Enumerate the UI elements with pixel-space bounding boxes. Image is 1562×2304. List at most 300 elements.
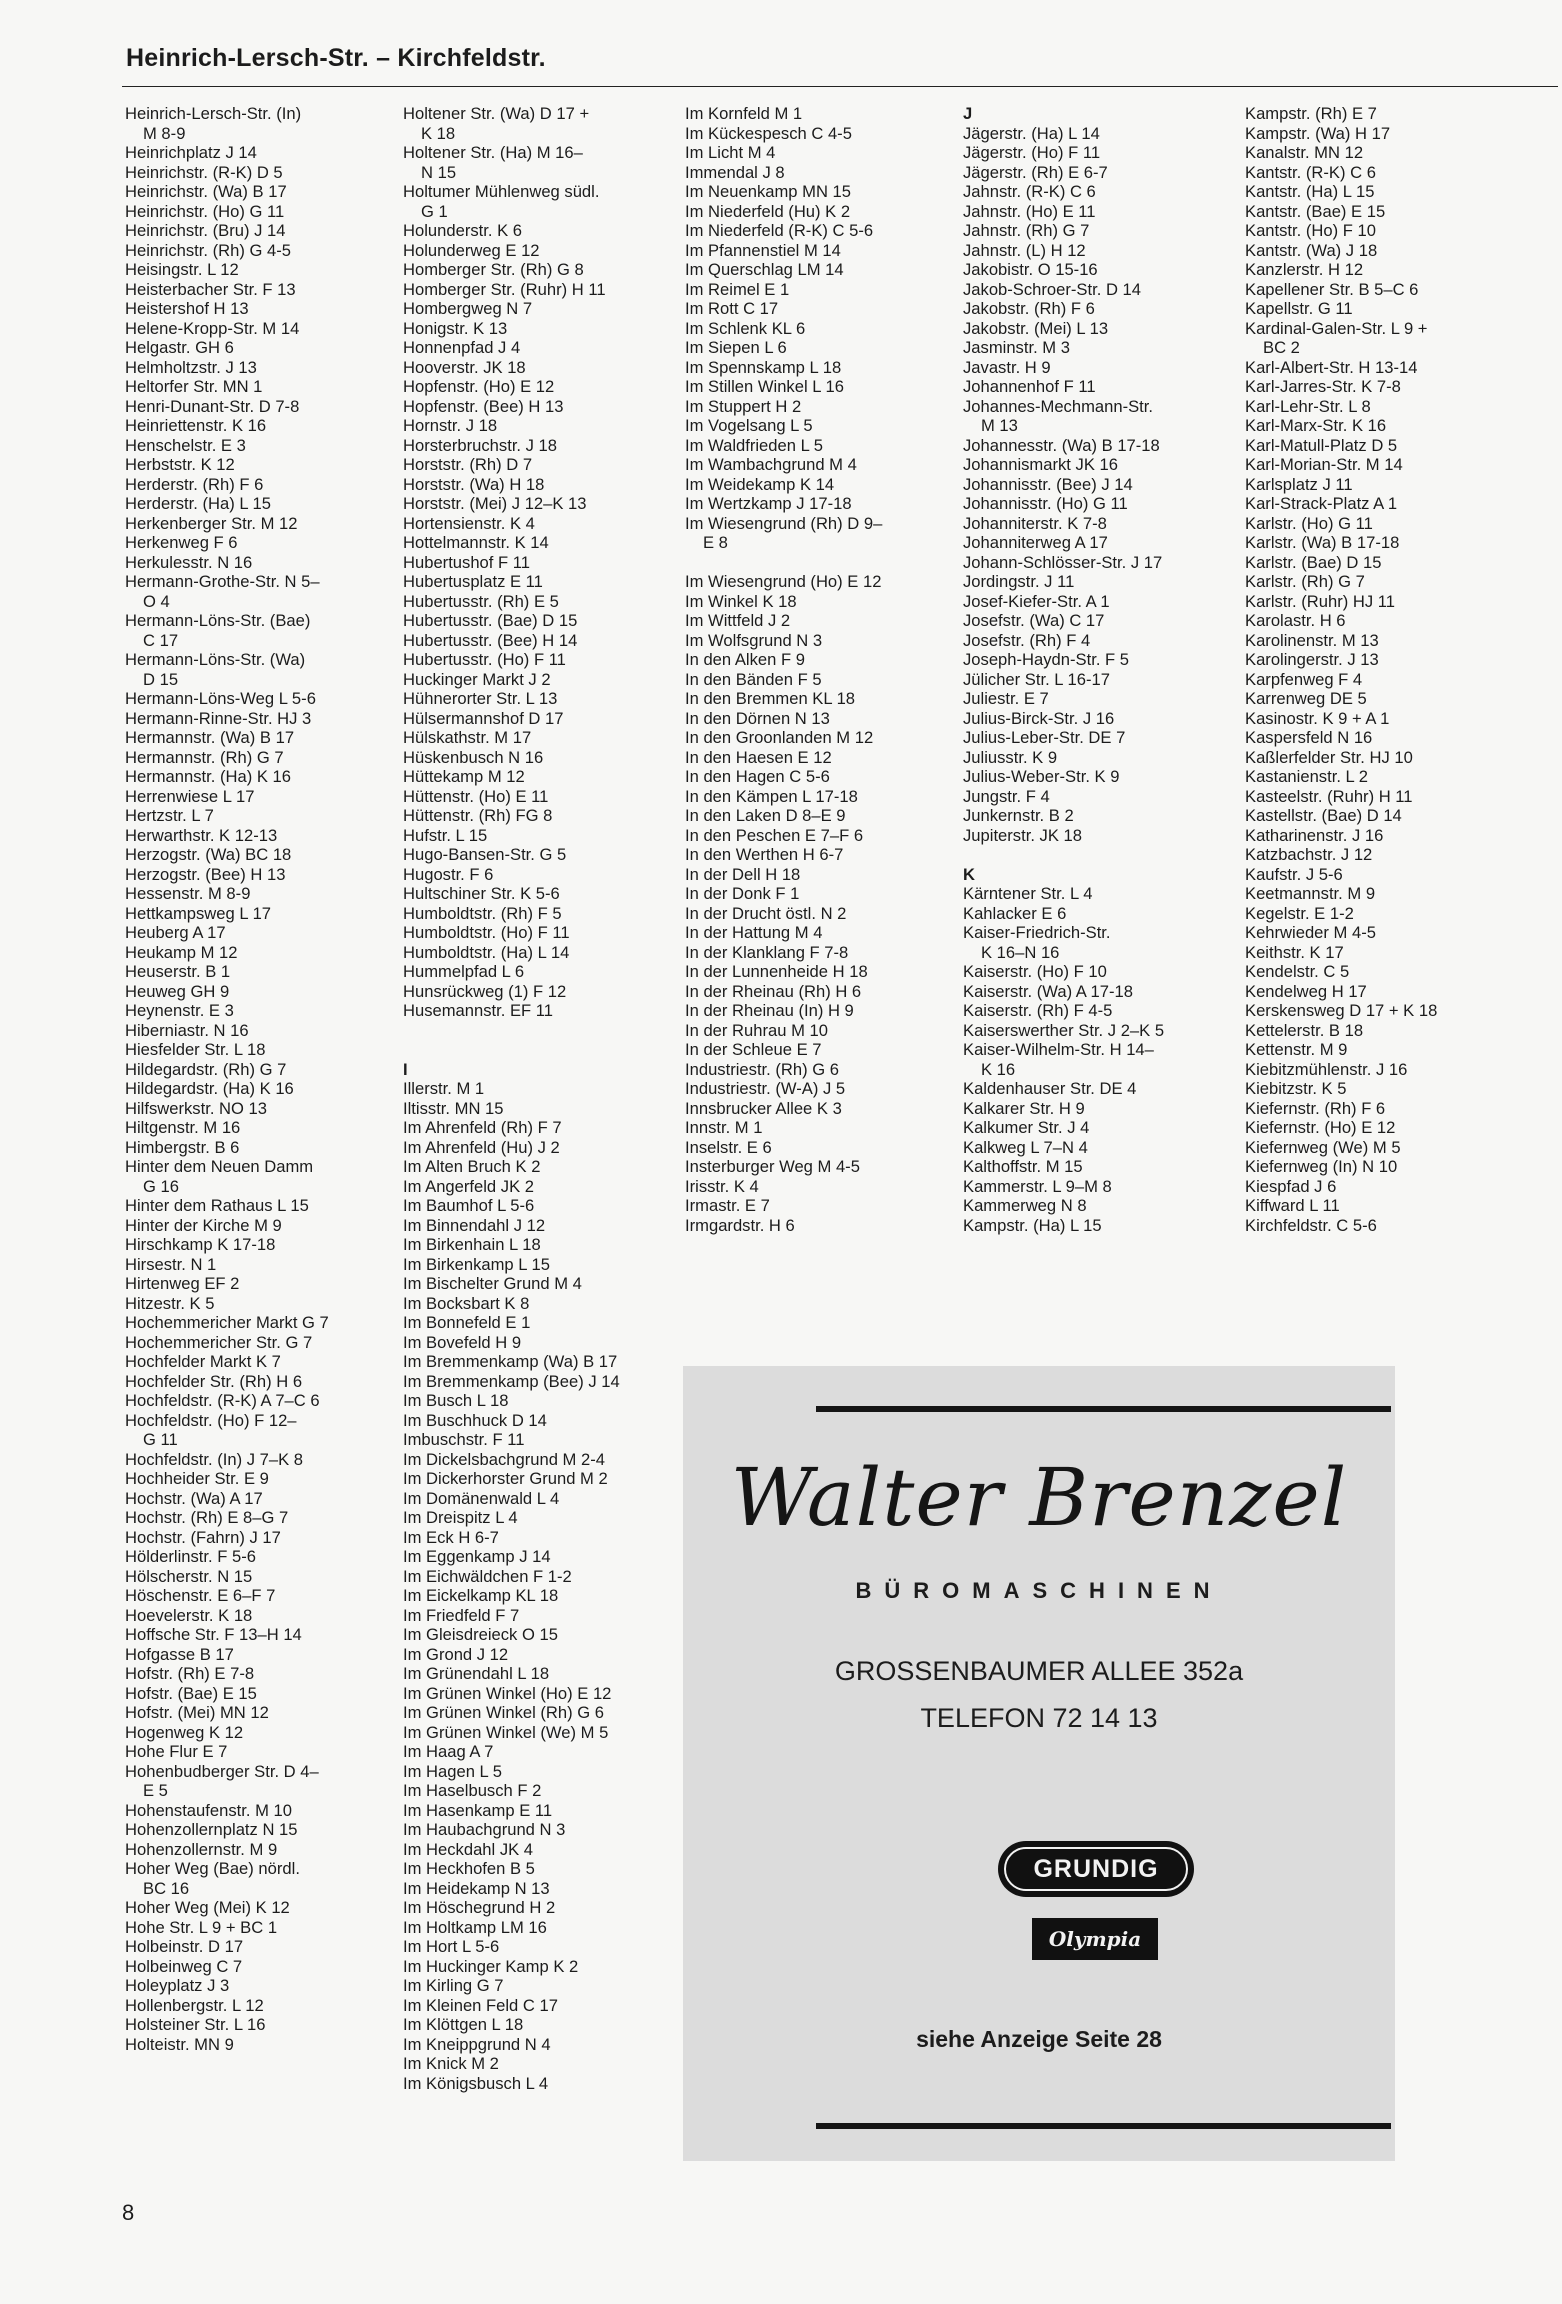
- street-entry: Hohenzollernplatz N 15: [125, 1820, 298, 1839]
- street-entry: Kapellstr. G 11: [1245, 299, 1353, 318]
- street-entry: Kärntener Str. L 4: [963, 884, 1093, 903]
- street-column-3: [685, 104, 882, 1235]
- street-entry: Holtumer Mühlenweg südl.: [403, 182, 600, 201]
- street-entry: Hülsermannshof D 17: [403, 708, 564, 728]
- street-entry: Hofstr. (Rh) E 7-8: [125, 1664, 255, 1683]
- street-entry: Karlstr. (Wa) B 17-18: [1245, 533, 1400, 552]
- street-entry: Kapellener Str. B 5–C 6: [1245, 279, 1419, 299]
- street-entry: Hettkampsweg L 17: [125, 903, 272, 923]
- street-entry: Im Bischelter Grund M 4: [403, 1274, 582, 1293]
- street-entry: Kerskensweg D 17 + K 18: [1245, 1001, 1438, 1020]
- street-entry: Johannes-Mechmann-Str.: [963, 396, 1154, 416]
- street-entry: Im Birkenhain L 18: [403, 1235, 541, 1254]
- street-entry: Im Grünen Winkel (Rh) G 6: [403, 1703, 605, 1722]
- street-entry: Hopfenstr. (Bee) H 13: [403, 396, 564, 416]
- street-entry-continuation: N 15: [421, 162, 457, 182]
- street-entry: In den Bänden F 5: [685, 669, 822, 689]
- street-entry: Junkernstr. B 2: [963, 806, 1074, 825]
- advertisement: [683, 1366, 1395, 2161]
- street-column-2: [403, 104, 620, 2093]
- street-entry: Horststr. (Wa) H 18: [403, 474, 545, 494]
- street-entry: Kiebitzstr. K 5: [1245, 1079, 1347, 1098]
- street-entry: Im Licht M 4: [685, 143, 776, 162]
- street-entry: In der Drucht östl. N 2: [685, 903, 847, 923]
- street-entry: Helene-Kropp-Str. M 14: [125, 318, 300, 338]
- street-entry: Irisstr. K 4: [685, 1176, 759, 1196]
- street-entry: Im Angerfeld JK 2: [403, 1176, 534, 1196]
- street-entry: Heisingstr. L 12: [125, 260, 239, 279]
- street-entry: Juliusstr. K 9: [963, 747, 1058, 767]
- street-entry-continuation: E 8: [703, 533, 728, 552]
- street-entry: Hirtenweg EF 2: [125, 1274, 240, 1293]
- street-entry: Im Holtkamp LM 16: [403, 1917, 547, 1937]
- street-entry-continuation: C 17: [143, 630, 179, 650]
- street-entry: Herderstr. (Ha) L 15: [125, 494, 272, 513]
- street-entry-continuation: BC 2: [1263, 338, 1300, 357]
- street-entry: Industriestr. (W-A) J 5: [685, 1079, 846, 1098]
- street-entry: Im Friedfeld F 7: [403, 1605, 520, 1625]
- street-entry: Hirsestr. N 1: [125, 1254, 217, 1274]
- street-entry: Karl-Strack-Platz A 1: [1245, 494, 1398, 513]
- street-entry: Karl-Marx-Str. K 16: [1245, 416, 1387, 435]
- street-entry: Im Hort L 5-6: [403, 1937, 500, 1956]
- street-entry: Johannisstr. (Ho) G 11: [963, 494, 1128, 513]
- street-entry: Hermannstr. (Rh) G 7: [125, 747, 284, 767]
- street-entry: Im Wolfsgrund N 3: [685, 630, 823, 650]
- street-entry: Hüttekamp M 12: [403, 767, 525, 786]
- street-entry: Jülicher Str. L 16-17: [963, 669, 1110, 689]
- street-entry: Kantstr. (Wa) J 18: [1245, 240, 1378, 260]
- street-entry: Hüttenstr. (Rh) FG 8: [403, 806, 553, 825]
- street-entry: Karlstr. (Ruhr) HJ 11: [1245, 591, 1395, 611]
- street-entry: Im Grünen Winkel (Ho) E 12: [403, 1683, 612, 1703]
- street-entry: Im Wiesengrund (Ho) E 12: [685, 572, 882, 591]
- page-title: Heinrich-Lersch-Str. – Kirchfeldstr.: [126, 44, 546, 72]
- street-entry: Herderstr. (Rh) F 6: [125, 474, 264, 494]
- street-entry: Im Dickelsbachgrund M 2-4: [403, 1449, 605, 1469]
- street-entry: Im Eichwäldchen F 1-2: [403, 1566, 572, 1586]
- street-entry: In der Hattung M 4: [685, 923, 823, 942]
- street-entry: Hochfelder Markt K 7: [125, 1352, 281, 1371]
- street-entry: In den Laken D 8–E 9: [685, 806, 846, 825]
- street-entry: Karl-Morian-Str. M 14: [1245, 455, 1403, 474]
- street-entry: Hermannstr. (Ha) K 16: [125, 767, 291, 786]
- street-entry: Im Heckdahl JK 4: [403, 1839, 534, 1859]
- street-entry: Hofstr. (Mei) MN 12: [125, 1703, 269, 1722]
- street-entry: Kettenstr. M 9: [1245, 1040, 1348, 1059]
- street-entry: Hofstr. (Bae) E 15: [125, 1683, 257, 1703]
- street-entry: Juliestr. E 7: [963, 689, 1049, 708]
- street-entry: Im Haubachgrund N 3: [403, 1820, 566, 1839]
- street-entry: Jägerstr. (Ha) L 14: [963, 123, 1100, 143]
- street-entry: Hermann-Grothe-Str. N 5–: [125, 572, 320, 591]
- street-entry: Hermannstr. (Wa) B 17: [125, 728, 295, 747]
- street-entry: Herrenwiese L 17: [125, 786, 255, 806]
- street-entry: Hooverstr. JK 18: [403, 357, 526, 377]
- street-entry: Im Busch L 18: [403, 1391, 509, 1410]
- street-entry: Karolinenstr. M 13: [1245, 630, 1379, 650]
- street-entry: Kettelerstr. B 18: [1245, 1020, 1364, 1040]
- street-entry: Im Eickelkamp KL 18: [403, 1586, 559, 1605]
- street-entry: Jasminstr. M 3: [963, 338, 1070, 357]
- street-entry: Horststr. (Rh) D 7: [403, 455, 533, 474]
- street-entry: Jahnstr. (Ho) E 11: [963, 201, 1096, 221]
- street-entry: Karlstr. (Ho) G 11: [1245, 513, 1373, 533]
- street-entry: Keithstr. K 17: [1245, 942, 1344, 962]
- street-entry: Karl-Matull-Platz D 5: [1245, 435, 1398, 455]
- street-entry: Kampstr. (Ha) L 15: [963, 1215, 1102, 1235]
- street-entry: Illerstr. M 1: [403, 1079, 485, 1098]
- street-entry: Im Stuppert H 2: [685, 396, 802, 416]
- street-entry: Karolastr. H 6: [1245, 611, 1346, 630]
- street-entry: Im Knick M 2: [403, 2054, 499, 2073]
- ad-company-name: Walter Brenzel: [730, 1451, 1348, 1544]
- street-entry: In den Haesen E 12: [685, 747, 832, 767]
- street-entry: Im Heidekamp N 13: [403, 1878, 550, 1898]
- street-entry: Im Querschlag LM 14: [685, 260, 844, 279]
- street-entry-continuation: K 16: [981, 1059, 1016, 1079]
- street-entry: Hollenbergstr. L 12: [125, 1995, 264, 2015]
- street-entry: Johannenhof F 11: [963, 377, 1096, 396]
- ad-page-reference: siehe Anzeige Seite 28: [916, 2026, 1162, 2052]
- street-entry: Kanalstr. MN 12: [1245, 143, 1364, 162]
- street-entry: Jakobistr. O 15-16: [963, 260, 1098, 279]
- street-entry: Hunsrückweg (1) F 12: [403, 981, 567, 1001]
- street-entry: Holbeinstr. D 17: [125, 1937, 244, 1956]
- street-entry: Kardinal-Galen-Str. L 9 +: [1245, 318, 1428, 338]
- street-entry: Josefstr. (Rh) F 4: [963, 630, 1091, 650]
- street-entry: Im Domänenwald L 4: [403, 1488, 560, 1508]
- street-entry: Hölderlinstr. F 5-6: [125, 1547, 256, 1566]
- street-entry: Holunderweg E 12: [403, 240, 540, 260]
- street-entry: Hubertushof F 11: [403, 552, 530, 572]
- street-entry-continuation: D 15: [143, 669, 179, 689]
- street-entry: Hogenweg K 12: [125, 1722, 244, 1742]
- street-entry: Kampstr. (Wa) H 17: [1245, 123, 1391, 143]
- street-entry: Hiberniastr. N 16: [125, 1020, 249, 1040]
- street-entry: Kiffward L 11: [1245, 1196, 1340, 1215]
- street-entry: Kahlacker E 6: [963, 903, 1067, 923]
- street-entry: In der Donk F 1: [685, 884, 800, 903]
- street-entry: Hölscherstr. N 15: [125, 1566, 253, 1586]
- street-entry: Holsteiner Str. L 16: [125, 2015, 266, 2034]
- street-entry: Hüttenstr. (Ho) E 11: [403, 786, 549, 806]
- street-entry: Im Waldfrieden L 5: [685, 435, 824, 455]
- street-entry: Hochstr. (Fahrn) J 17: [125, 1527, 281, 1547]
- street-entry: In der Rheinau (Rh) H 6: [685, 981, 862, 1001]
- street-entry: Kaiserstr. (Ho) F 10: [963, 962, 1107, 981]
- street-entry: Kirchfeldstr. C 5-6: [1245, 1215, 1377, 1235]
- street-entry: Heuserstr. B 1: [125, 962, 231, 981]
- street-entry: Hummelpfad L 6: [403, 962, 525, 981]
- street-entry: Heinrichplatz J 14: [125, 143, 257, 162]
- street-entry: Hortensienstr. K 4: [403, 513, 535, 533]
- street-entry: Karl-Jarres-Str. K 7-8: [1245, 377, 1401, 396]
- street-entry: Im Hasenkamp E 11: [403, 1800, 553, 1820]
- street-entry: Karpfenweg F 4: [1245, 669, 1363, 689]
- street-entry: Kaiserstr. (Wa) A 17-18: [963, 981, 1133, 1001]
- street-entry: Hiesfelder Str. L 18: [125, 1040, 266, 1059]
- street-entry: Im Vogelsang L 5: [685, 416, 813, 435]
- street-entry: In den Kämpen L 17-18: [685, 786, 858, 806]
- street-entry: Jahnstr. (L) H 12: [963, 240, 1086, 260]
- street-entry: Im Schlenk KL 6: [685, 318, 806, 338]
- street-entry: Hochemmericher Markt G 7: [125, 1313, 329, 1332]
- ad-phone: TELEFON 72 14 13: [920, 1703, 1158, 1733]
- street-entry: Im Stillen Winkel L 16: [685, 377, 844, 396]
- street-entry: Hinter der Kirche M 9: [125, 1215, 282, 1235]
- street-entry: Im Bremmenkamp (Wa) B 17: [403, 1352, 618, 1371]
- section-letter: J: [963, 104, 973, 123]
- street-entry: Kalkarer Str. H 9: [963, 1098, 1085, 1118]
- street-entry: Kammerstr. L 9–M 8: [963, 1176, 1112, 1196]
- street-entry: Innsbrucker Allee K 3: [685, 1098, 842, 1118]
- street-entry: Kendelstr. C 5: [1245, 962, 1350, 981]
- street-entry: Herkenweg F 6: [125, 533, 238, 552]
- street-entry: Kaufstr. J 5-6: [1245, 864, 1343, 884]
- street-entry: Im Höschegrund H 2: [403, 1898, 556, 1917]
- street-entry: Immendal J 8: [685, 162, 785, 182]
- street-entry: Hertzstr. L 7: [125, 806, 214, 825]
- street-entry: Julius-Birck-Str. J 16: [963, 708, 1115, 728]
- street-entry: Kastellstr. (Bae) D 14: [1245, 806, 1402, 825]
- street-entry: Honnenpfad J 4: [403, 338, 521, 357]
- street-entry: Julius-Leber-Str. DE 7: [963, 728, 1126, 747]
- street-entry: Kaiser-Wilhelm-Str. H 14–: [963, 1040, 1154, 1059]
- street-entry: Hohe Str. L 9 + BC 1: [125, 1917, 278, 1937]
- street-entry: Im Bremmenkamp (Bee) J 14: [403, 1371, 620, 1391]
- street-entry: Im Reimel E 1: [685, 279, 790, 299]
- street-entry: Hugostr. F 6: [403, 864, 494, 884]
- street-entry: Im Wambachgrund M 4: [685, 455, 857, 474]
- street-entry: Im Niederfeld (R-K) C 5-6: [685, 221, 874, 240]
- page-number: 8: [122, 2200, 135, 2225]
- street-entry: Hultschiner Str. K 5-6: [403, 884, 560, 903]
- street-entry: Henri-Dunant-Str. D 7-8: [125, 396, 300, 416]
- street-entry: Irmastr. E 7: [685, 1196, 770, 1215]
- street-entry: Hubertusplatz E 11: [403, 572, 543, 591]
- street-entry: In den Werthen H 6-7: [685, 845, 844, 864]
- street-entry: Im Baumhof L 5-6: [403, 1196, 535, 1215]
- street-entry: Hornstr. J 18: [403, 416, 498, 435]
- street-entry: Hubertusstr. (Rh) E 5: [403, 591, 559, 611]
- street-entry: Kantstr. (Bae) E 15: [1245, 201, 1386, 221]
- street-entry: In der Rheinau (In) H 9: [685, 1001, 854, 1020]
- street-entry: Herzogstr. (Wa) BC 18: [125, 845, 292, 864]
- street-entry: Karlstr. (Bae) D 15: [1245, 552, 1382, 572]
- ad-address: GROSSENBAUMER ALLEE 352a: [834, 1656, 1244, 1686]
- street-entry: In der Klanklang F 7-8: [685, 942, 849, 962]
- street-entry: Iltisstr. MN 15: [403, 1098, 504, 1118]
- street-entry: Holtener Str. (Wa) D 17 +: [403, 104, 590, 123]
- street-entry: Hottelmannstr. K 14: [403, 533, 549, 552]
- street-entry: Kiefernweg (In) N 10: [1245, 1157, 1398, 1176]
- street-entry: Heinrichstr. (Rh) G 4-5: [125, 240, 291, 260]
- street-entry: In den Peschen E 7–F 6: [685, 825, 864, 845]
- street-entry: Im Buschhuck D 14: [403, 1410, 547, 1430]
- street-entry: Kiebitzmühlenstr. J 16: [1245, 1059, 1408, 1079]
- street-entry: Heuweg GH 9: [125, 981, 230, 1001]
- street-entry: Höschenstr. E 6–F 7: [125, 1586, 276, 1605]
- street-entry: Hohe Flur E 7: [125, 1742, 228, 1761]
- street-entry: Hermann-Rinne-Str. HJ 3: [125, 708, 312, 728]
- street-entry: Jupiterstr. JK 18: [963, 825, 1082, 845]
- ad-top-rule: [816, 1406, 1391, 1412]
- street-column-1: [125, 104, 329, 2054]
- street-entry: Im Niederfeld (Hu) K 2: [685, 201, 851, 221]
- street-entry: In den Bremmen KL 18: [685, 689, 856, 708]
- street-entry: Holeyplatz J 3: [125, 1976, 230, 1995]
- street-entry: Im Kleinen Feld C 17: [403, 1995, 558, 2015]
- street-entry-continuation: BC 16: [143, 1878, 190, 1898]
- street-entry: Hiltgenstr. M 16: [125, 1118, 241, 1137]
- section-letter: K: [963, 864, 975, 884]
- street-entry: Karolingerstr. J 13: [1245, 650, 1379, 669]
- spacer: [963, 845, 1164, 865]
- street-entry: Holtener Str. (Ha) M 16–: [403, 143, 583, 162]
- street-entry-continuation: M 8-9: [143, 123, 186, 143]
- street-entry: Jakob-Schroer-Str. D 14: [963, 279, 1141, 299]
- street-entry: Hopfenstr. (Ho) E 12: [403, 377, 555, 396]
- street-entry: Hubertusstr. (Ho) F 11: [403, 650, 566, 669]
- street-entry: In den Hagen C 5-6: [685, 767, 830, 786]
- street-entry: Hohenbudberger Str. D 4–: [125, 1761, 319, 1781]
- street-entry: Im Dickerhorster Grund M 2: [403, 1469, 608, 1488]
- street-entry: Kehrwieder M 4-5: [1245, 923, 1376, 942]
- street-entry: Im Haselbusch F 2: [403, 1781, 542, 1800]
- street-entry: Hubertusstr. (Bae) D 15: [403, 611, 578, 630]
- street-entry: Herzogstr. (Bee) H 13: [125, 864, 286, 884]
- street-entry: Karl-Lehr-Str. L 8: [1245, 396, 1371, 416]
- grundig-logo: [998, 1841, 1194, 1897]
- street-entry: Jakobstr. (Mei) L 13: [963, 318, 1109, 338]
- street-entry: Im Königsbusch L 4: [403, 2073, 549, 2093]
- street-entry: Johannisstr. (Bee) J 14: [963, 474, 1133, 494]
- street-entry: Kendelweg H 17: [1245, 981, 1367, 1001]
- street-entry: Im Rott C 17: [685, 299, 779, 318]
- street-entry: Im Haag A 7: [403, 1742, 494, 1761]
- street-entry: Hochfeldstr. (R-K) A 7–C 6: [125, 1391, 320, 1410]
- street-entry: Johann-Schlösser-Str. J 17: [963, 552, 1163, 572]
- street-entry-continuation: K 16–N 16: [981, 942, 1060, 962]
- street-entry: Im Ahrenfeld (Rh) F 7: [403, 1118, 562, 1137]
- street-entry: Humboldtstr. (Rh) F 5: [403, 903, 562, 923]
- street-entry: Kammerweg N 8: [963, 1196, 1087, 1215]
- street-entry: Karl-Albert-Str. H 13-14: [1245, 357, 1418, 377]
- street-entry: Hessenstr. M 8-9: [125, 884, 251, 903]
- street-entry: Helmholtzstr. J 13: [125, 357, 257, 377]
- street-entry: Kampstr. (Rh) E 7: [1245, 104, 1377, 123]
- street-entry: Hermann-Löns-Weg L 5-6: [125, 689, 316, 708]
- street-entry: Kiefernstr. (Ho) E 12: [1245, 1118, 1396, 1137]
- street-entry: Kalkumer Str. J 4: [963, 1118, 1090, 1137]
- street-entry: Kantstr. (Ho) F 10: [1245, 221, 1376, 240]
- street-entry: Im Ahrenfeld (Hu) J 2: [403, 1137, 560, 1157]
- street-entry: Jungstr. F 4: [963, 786, 1050, 806]
- street-entry: Honigstr. K 13: [403, 318, 508, 338]
- street-entry: Heukamp M 12: [125, 942, 238, 962]
- street-entry: Im Huckinger Kamp K 2: [403, 1956, 579, 1976]
- street-entry: Irmgardstr. H 6: [685, 1215, 795, 1235]
- street-entry: Im Pfannenstiel M 14: [685, 240, 841, 260]
- street-entry: Hirschkamp K 17-18: [125, 1235, 276, 1254]
- street-entry: Hühnerorter Str. L 13: [403, 689, 558, 708]
- street-entry: Imbuschstr. F 11: [403, 1430, 525, 1449]
- street-entry-continuation: K 18: [421, 123, 456, 143]
- street-entry: Hüskenbusch N 16: [403, 747, 544, 767]
- street-entry: Johanniterstr. K 7-8: [963, 513, 1107, 533]
- street-entry: Heinrichstr. (R-K) D 5: [125, 162, 283, 182]
- street-entry: Im Eggenkamp J 14: [403, 1547, 551, 1566]
- street-entry: Im Kornfeld M 1: [685, 104, 803, 123]
- street-entry: Im Binnendahl J 12: [403, 1215, 546, 1235]
- street-entry: Im Weidekamp K 14: [685, 474, 835, 494]
- street-entry: Kanzlerstr. H 12: [1245, 260, 1364, 279]
- street-entry: Heistershof H 13: [125, 299, 249, 318]
- street-entry: In den Groonlanden M 12: [685, 728, 874, 747]
- street-entry-continuation: G 16: [143, 1176, 179, 1196]
- street-entry: Im Dreispitz L 4: [403, 1508, 518, 1527]
- street-entry: Kiespfad J 6: [1245, 1176, 1337, 1196]
- street-entry: Heinrichstr. (Ho) G 11: [125, 201, 285, 221]
- street-entry: Heinrichstr. (Wa) B 17: [125, 182, 287, 201]
- street-entry: Kasinostr. K 9 + A 1: [1245, 708, 1390, 728]
- street-entry: Karlstr. (Rh) G 7: [1245, 572, 1365, 591]
- street-entry: Hochheider Str. E 9: [125, 1469, 269, 1488]
- street-entry: Im Grünen Winkel (We) M 5: [403, 1722, 609, 1742]
- street-entry: Horsterbruchstr. J 18: [403, 435, 558, 455]
- street-entry: Kaspersfeld N 16: [1245, 728, 1373, 747]
- header-rule: [122, 86, 1558, 87]
- street-entry: Im Wiesengrund (Rh) D 9–: [685, 513, 883, 533]
- street-entry: Jahnstr. (Rh) G 7: [963, 221, 1090, 240]
- street-entry: Homberger Str. (Ruhr) H 11: [403, 279, 606, 299]
- street-entry: Jakobstr. (Rh) F 6: [963, 299, 1095, 318]
- street-entry: Kegelstr. E 1-2: [1245, 903, 1354, 923]
- street-entry: Horststr. (Mei) J 12–K 13: [403, 494, 587, 513]
- street-entry: Keetmannstr. M 9: [1245, 884, 1376, 903]
- street-entry: Jägerstr. (Ho) F 11: [963, 143, 1101, 162]
- street-entry: Himbergstr. B 6: [125, 1137, 240, 1157]
- street-entry: Johanniterweg A 17: [963, 533, 1108, 552]
- spacer: [403, 1021, 620, 1041]
- street-entry: Hochfeldstr. (In) J 7–K 8: [125, 1449, 304, 1469]
- street-entry: Johannesstr. (Wa) B 17-18: [963, 435, 1160, 455]
- street-entry: Julius-Weber-Str. K 9: [963, 767, 1120, 786]
- street-entry: Im Heckhofen B 5: [403, 1859, 535, 1878]
- street-entry: Herbststr. K 12: [125, 455, 235, 474]
- street-entry: Im Spennskamp L 18: [685, 357, 842, 377]
- street-entry: Kaßlerfelder Str. HJ 10: [1245, 747, 1413, 767]
- street-entry: In der Ruhrau M 10: [685, 1020, 828, 1040]
- street-entry: Helgastr. GH 6: [125, 338, 234, 357]
- street-entry: Hochemmericher Str. G 7: [125, 1332, 313, 1352]
- spacer: [403, 1040, 620, 1060]
- street-entry: Im Eck H 6-7: [403, 1527, 499, 1547]
- street-entry: Im Klöttgen L 18: [403, 2015, 524, 2034]
- street-entry: Im Gleisdreieck O 15: [403, 1625, 558, 1644]
- street-entry: Holbeinweg C 7: [125, 1956, 243, 1976]
- street-entry: Hermann-Löns-Str. (Bae): [125, 611, 311, 630]
- street-entry: Im Birkenkamp L 15: [403, 1254, 550, 1274]
- street-entry: Hildegardstr. (Ha) K 16: [125, 1079, 294, 1098]
- street-entry: Im Bonnefeld E 1: [403, 1313, 531, 1332]
- street-entry: Im Siepen L 6: [685, 338, 787, 357]
- street-entry: Kalkweg L 7–N 4: [963, 1137, 1088, 1157]
- street-entry: Kaldenhauser Str. DE 4: [963, 1079, 1137, 1098]
- street-entry: Kaiserstr. (Rh) F 4-5: [963, 1001, 1113, 1020]
- street-entry: Hofgasse B 17: [125, 1644, 234, 1664]
